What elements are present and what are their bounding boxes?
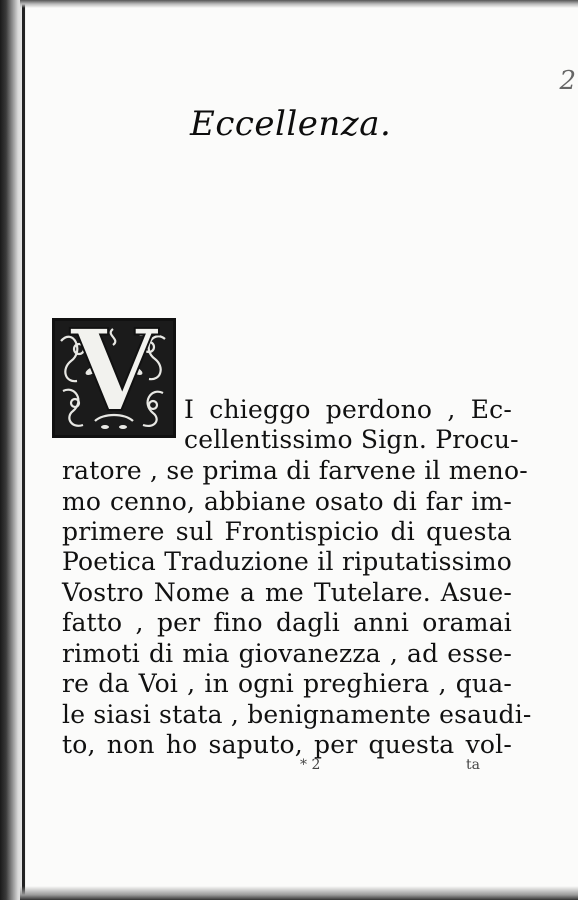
text-line-2: cellentissimo Sign. Procu- [184,425,519,454]
catchword: ta [466,757,480,773]
signature-mark: * 2 [300,757,321,773]
text-line-8: fatto , per fino dagli anni oramai [62,608,512,637]
ornamental-drop-cap [52,318,176,438]
text-line-12: to, non ho saputo, per questa vol- [62,730,512,759]
text-line-1: I chieggo perdono , Ec- [184,395,512,424]
page-heading: Eccellenza. [190,104,392,144]
drop-cap-letter: V [70,318,158,437]
text-line-9: rimoti di mia giovanezza , ad esse- [62,639,512,668]
text-line-10: re da Voi , in ogni preghiera , qua- [62,669,512,698]
text-line-3: ratore , se prima di farvene il meno- [62,456,528,485]
bottom-page-edge [20,886,578,900]
text-line-11: le siasi stata , benignamente esaudi- [62,700,532,729]
text-line-4: mo cenno, abbiane osato di far im- [62,487,512,516]
text-line-5: primere sul Frontispicio di questa [62,517,512,546]
binding-edge [22,0,25,900]
text-line-7: Vostro Nome a me Tutelare. Asue- [62,578,512,607]
text-line-6: Poetica Traduzione il riputatissimo [62,547,512,576]
page-number-mark: 2 [559,66,576,96]
top-page-edge [20,0,578,8]
